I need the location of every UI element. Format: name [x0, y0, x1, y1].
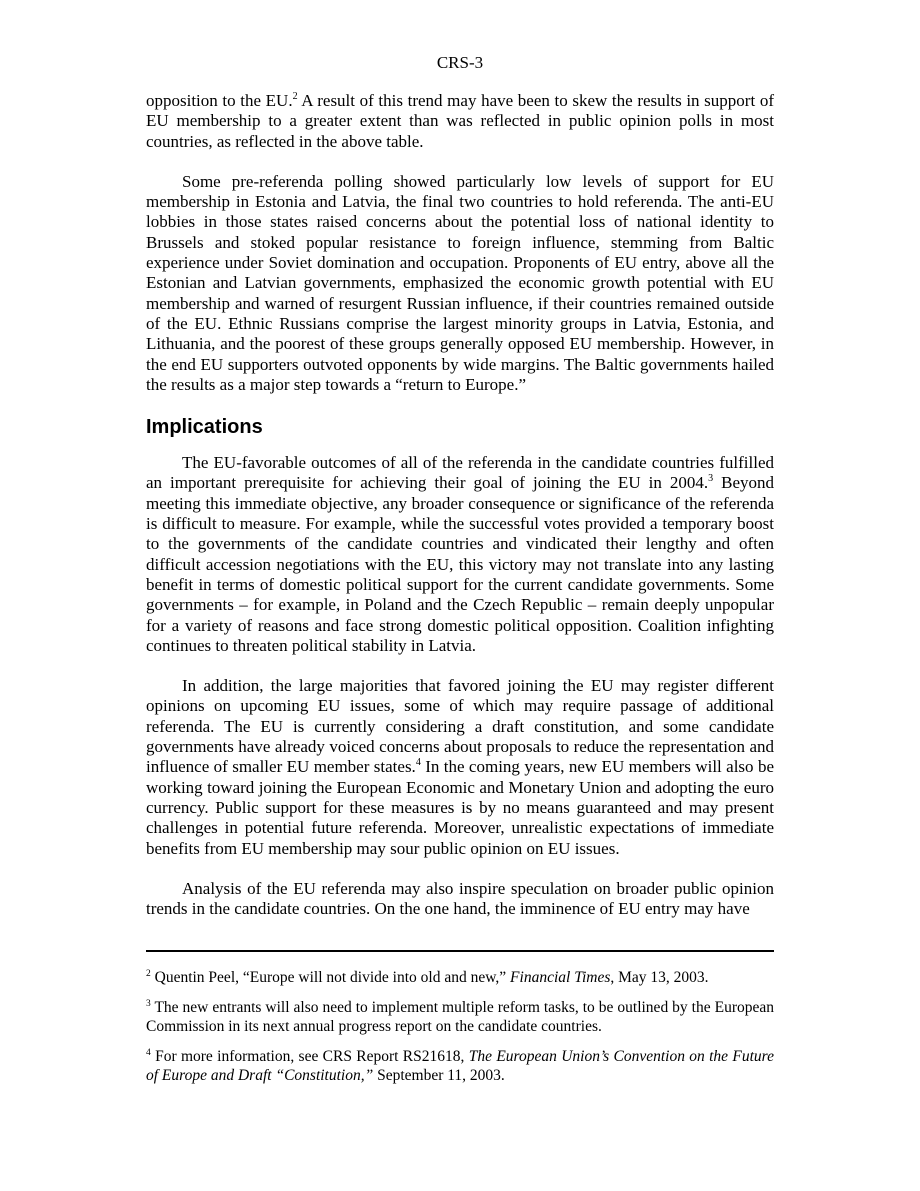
paragraph-analysis: Analysis of the EU referenda may also inspire speculation on broader public opinion trends in the candidate countries. On the one hand, the imminence of EU entry may have	[146, 878, 774, 919]
paragraph-text: Beyond meeting this immediate objective, any broader consequence or significance of the referenda is difficult to measure. For example, while the successful votes provided a temporary boost to the governments of the candidate countries and vindicated their lengthy and often difficult accession negotiations with the EU, this victory may not translate into any lasting benefit in terms of domestic political support for the current candidate governments. Some governments – for example, in Poland and the Czech Republic – remain deeply unpopular for a variety of reasons and face strong domestic political opposition. Coalition infighting continues to threaten political stability in Latvia.	[146, 473, 774, 655]
footnote-italic-title: The European Union’s Convention on the Future of Europe and Draft “Constitution,”	[146, 1048, 775, 1085]
page-header: CRS-3	[436, 53, 484, 72]
paragraph-opposition	[146, 91, 774, 152]
footnote-italic-title: Financial Times	[510, 969, 611, 987]
paragraph-text: The EU-favorable outcomes of all of the referenda in the candidate countries fulfilled an important prerequisite for achieving their goal of joining the EU in 2004.	[146, 453, 774, 493]
footnote-text: Quentin Peel, “Europe will not divide into old and new,”	[154, 969, 511, 987]
footnote-text: , May 13, 2003.	[610, 969, 709, 987]
footnote-text: For more information, see CRS Report RS21618,	[155, 1048, 469, 1066]
footnote-4	[146, 1047, 774, 1085]
document-page	[146, 52, 774, 1096]
footnote-text: September 11, 2003.	[373, 1067, 505, 1085]
paragraph-text: A result of this trend may have been to skew the results in support of EU membership to a greater extent than was reflected in public opinion polls in most countries, as reflected in the above table.	[146, 91, 774, 151]
footnotes	[146, 968, 774, 1085]
footnote-3	[146, 998, 774, 1036]
paragraph-majorities	[146, 676, 774, 859]
footnote-number: 2	[146, 969, 151, 980]
paragraph-text: In addition, the large majorities that favored joining the EU may register different opinions on upcoming EU issues, some of which may require passage of additional referenda. The EU is currently considering a draft constitution, and some candidate governments have already voiced concerns about proposals to reduce the representation and influence of smaller EU member states.	[146, 676, 774, 777]
footnote-ref-3[interactable]: 3	[708, 473, 714, 485]
paragraph-outcomes	[146, 453, 774, 656]
paragraph-baltic-polling: Some pre-referenda polling showed particularly low levels of support for EU membership in Estonia and Latvia, the final two countries to hold referenda. The anti-EU lobbies in those states raised concerns about the potential loss of national identity to Brussels and stoked popular resistance to foreign influence, stemming from Baltic experience under Soviet domination and occupation. Proponents of EU entry, above all the Estonian and Latvian governments, emphasized the economic growth potential with EU membership and warned of resurgent Russian influence, if their countries remained outside of the EU. Ethnic Russians comprise the largest minority groups in Latvia, Estonia, and Lithuania, and the poorest of these groups generally opposed EU membership. However, in the end EU supporters outvoted opponents by wide margins. The Baltic governments hailed the results as a major step towards a “return to Europe.”	[146, 171, 774, 394]
section-heading-implications: Implications	[146, 416, 263, 439]
footnote-ref-4[interactable]: 4	[415, 757, 421, 769]
footnote-2	[146, 968, 774, 987]
paragraph-text: opposition to the EU.	[146, 91, 293, 110]
footnote-number: 3	[146, 999, 151, 1010]
footnote-divider	[146, 950, 774, 952]
paragraph-text: In the coming years, new EU members will also be working toward joining the European Economic and Monetary Union and adopting the euro currency. Public support for these measures is by no means guaranteed and may present challenges in potential future referenda. Moreover, unrealistic expectations of immediate benefits from EU membership may sour public opinion on EU issues.	[146, 757, 774, 858]
footnote-text: The new entrants will also need to implement multiple reform tasks, to be outlined by the European Commission in its next annual progress report on the candidate countries.	[146, 999, 774, 1036]
footnote-number: 4	[146, 1048, 151, 1059]
footnote-ref-2[interactable]: 2	[292, 91, 298, 102]
